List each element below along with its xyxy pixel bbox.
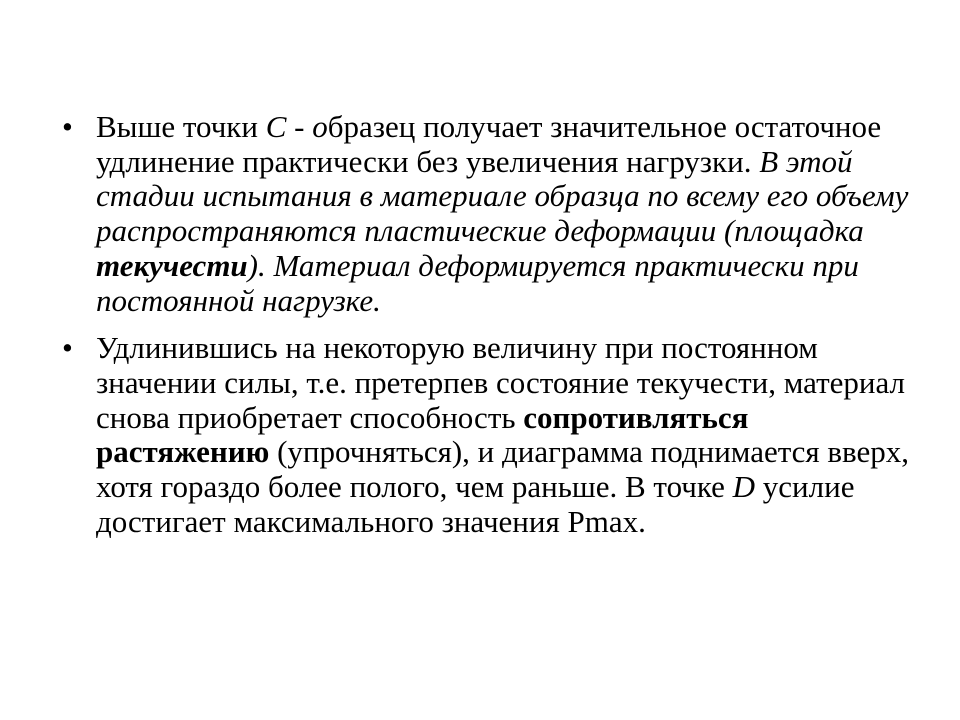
bullet-text-bold-italic: текучести [96,247,248,283]
bullet-text: бразец получает значительное остаточное удлинение практически без увеличения нагрузки. [96,109,882,179]
bullet-marker: • [62,330,73,366]
bullet-text: усилие достигает максимального значения Pmax. [96,469,855,539]
bullet-marker: • [62,109,73,144]
bullet-text-italic: В этой стадии испытания в материале образца по всему его объему распространяются пластические деформации (площадка [96,143,909,249]
bullet-text-italic: D [732,469,756,505]
bullet-text: Удлинившись на некоторую величину при постоянном значении силы, т.е. претерпев состояние текучести, материал снова приобретает способность [96,330,905,435]
bullet-text: (упрочняться), и диаграмма поднимается вверх, хотя гораздо более полого, чем раньше. В точке [96,434,910,505]
bullet-text: Выше точки [96,109,266,144]
bullet-list [62,110,922,552]
bullet-text-bold: сопротивляться растяжению [96,399,749,470]
bullet-text-italic: С - о [265,109,328,144]
bullet-item-strain-hardening [62,331,922,539]
bullet-text-italic: ). Материал деформируется практически при постоянной нагрузке. [96,247,859,318]
bullet-item-yield-plateau [62,110,922,318]
